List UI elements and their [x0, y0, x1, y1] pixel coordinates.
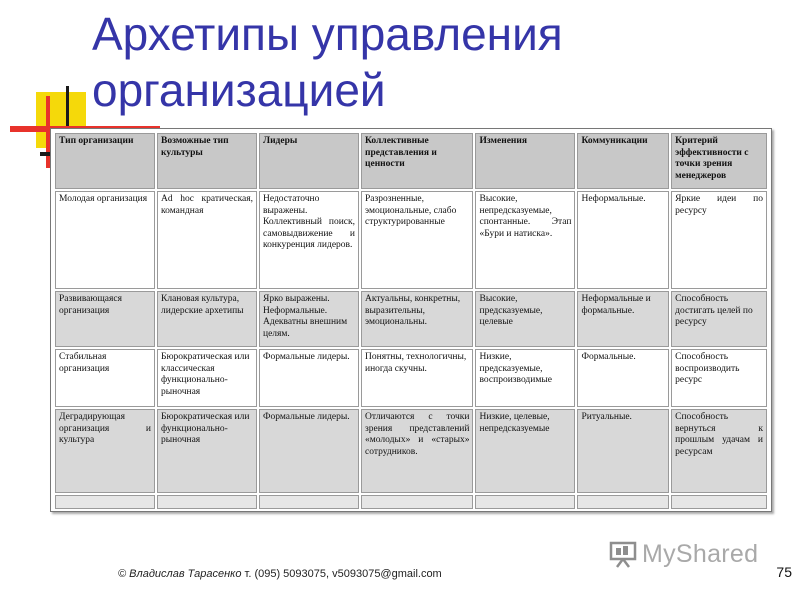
table-cell: Клановая культура, лидерские архетипы	[157, 291, 257, 347]
table-cell-empty	[55, 495, 155, 509]
table-cell: Яркие идеи по ресурсу	[671, 191, 767, 289]
table-cell: Ярко выражены. Неформальные. Адекватны внешним целям.	[259, 291, 359, 347]
decorative-dark-vertical-line	[66, 86, 69, 126]
table-cell: Молодая организация	[55, 191, 155, 289]
archetypes-table	[53, 131, 769, 511]
page-number: 75	[776, 564, 792, 580]
table-row	[55, 191, 767, 289]
slide-title-line-2: организацией	[92, 64, 386, 116]
table-cell: Высокие, предсказуемые, целевые	[475, 291, 575, 347]
table-cell-empty	[259, 495, 359, 509]
table-cell: Способность достигать целей по ресурсу	[671, 291, 767, 347]
table-cell-empty	[361, 495, 473, 509]
header-communications: Коммуникации	[577, 133, 669, 189]
table-cell: Бюрократическая или классическая функционально-рыночная	[157, 349, 257, 407]
table-cell: Высокие, непредсказуемые, спонтанные. Этап «Бури и натиска».	[475, 191, 575, 289]
slide-title	[92, 6, 782, 118]
table-cell: Недостаточно выражены. Коллективный поиск, самовыдвижение и конкуренция лидеров.	[259, 191, 359, 289]
table-cell: Формальные.	[577, 349, 669, 407]
table-cell: Деградирующая организация и культура	[55, 409, 155, 493]
table-cell: Неформальные и формальные.	[577, 291, 669, 347]
header-efficiency-criterion: Критерий эффективности с точки зрения менеджеров	[671, 133, 767, 189]
table-cell: Низкие, предсказуемые, воспроизводимые	[475, 349, 575, 407]
footer-author: © Владислав Тарасенко	[118, 568, 242, 580]
table-cell-empty	[157, 495, 257, 509]
header-changes: Изменения	[475, 133, 575, 189]
table-cell: Разрозненные, эмоциональные, слабо структурированные	[361, 191, 473, 289]
archetypes-table-container	[50, 128, 772, 512]
table-cell: Способность вернуться к прошлым удачам и ресурсам	[671, 409, 767, 493]
header-culture-type: Возможные тип культуры	[157, 133, 257, 189]
table-cell-empty	[475, 495, 575, 509]
table-cell: Отличаются с точки зрения представлений «молодых» и «старых» сотрудников.	[361, 409, 473, 493]
table-cell-empty	[577, 495, 669, 509]
table-row	[55, 291, 767, 347]
table-cell: Стабильная организация	[55, 349, 155, 407]
table-header-row	[55, 133, 767, 189]
table-cell: Развивающаяся организация	[55, 291, 155, 347]
header-collective-values: Коллективные представления и ценности	[361, 133, 473, 189]
table-row	[55, 349, 767, 407]
table-cell: Формальные лидеры.	[259, 409, 359, 493]
presentation-board-icon	[608, 540, 638, 568]
table-cell: Низкие, целевые, непредсказуемые	[475, 409, 575, 493]
table-cell: Неформальные.	[577, 191, 669, 289]
table-cell: Бюрократическая или функционально-рыночная	[157, 409, 257, 493]
table-row-empty	[55, 495, 767, 509]
header-org-type: Тип организации	[55, 133, 155, 189]
footer-contact: т. (095) 5093075, v5093075@gmail.com	[241, 568, 442, 580]
table-cell: Способность воспроизводить ресурс	[671, 349, 767, 407]
slide-footer	[118, 568, 518, 580]
slide-title-line-1: Архетипы управления	[92, 8, 563, 60]
table-cell: Ритуальные.	[577, 409, 669, 493]
table-cell: Формальные лидеры.	[259, 349, 359, 407]
table-cell: Актуальны, конкретны, выразительны, эмоциональны.	[361, 291, 473, 347]
myshared-logo	[608, 536, 768, 572]
logo-text: MyShared	[642, 539, 759, 568]
table-row	[55, 409, 767, 493]
table-cell: Понятны, технологичны, иногда скучны.	[361, 349, 473, 407]
table-cell-empty	[671, 495, 767, 509]
table-cell: Ad hoc кратическая, командная	[157, 191, 257, 289]
header-leaders: Лидеры	[259, 133, 359, 189]
